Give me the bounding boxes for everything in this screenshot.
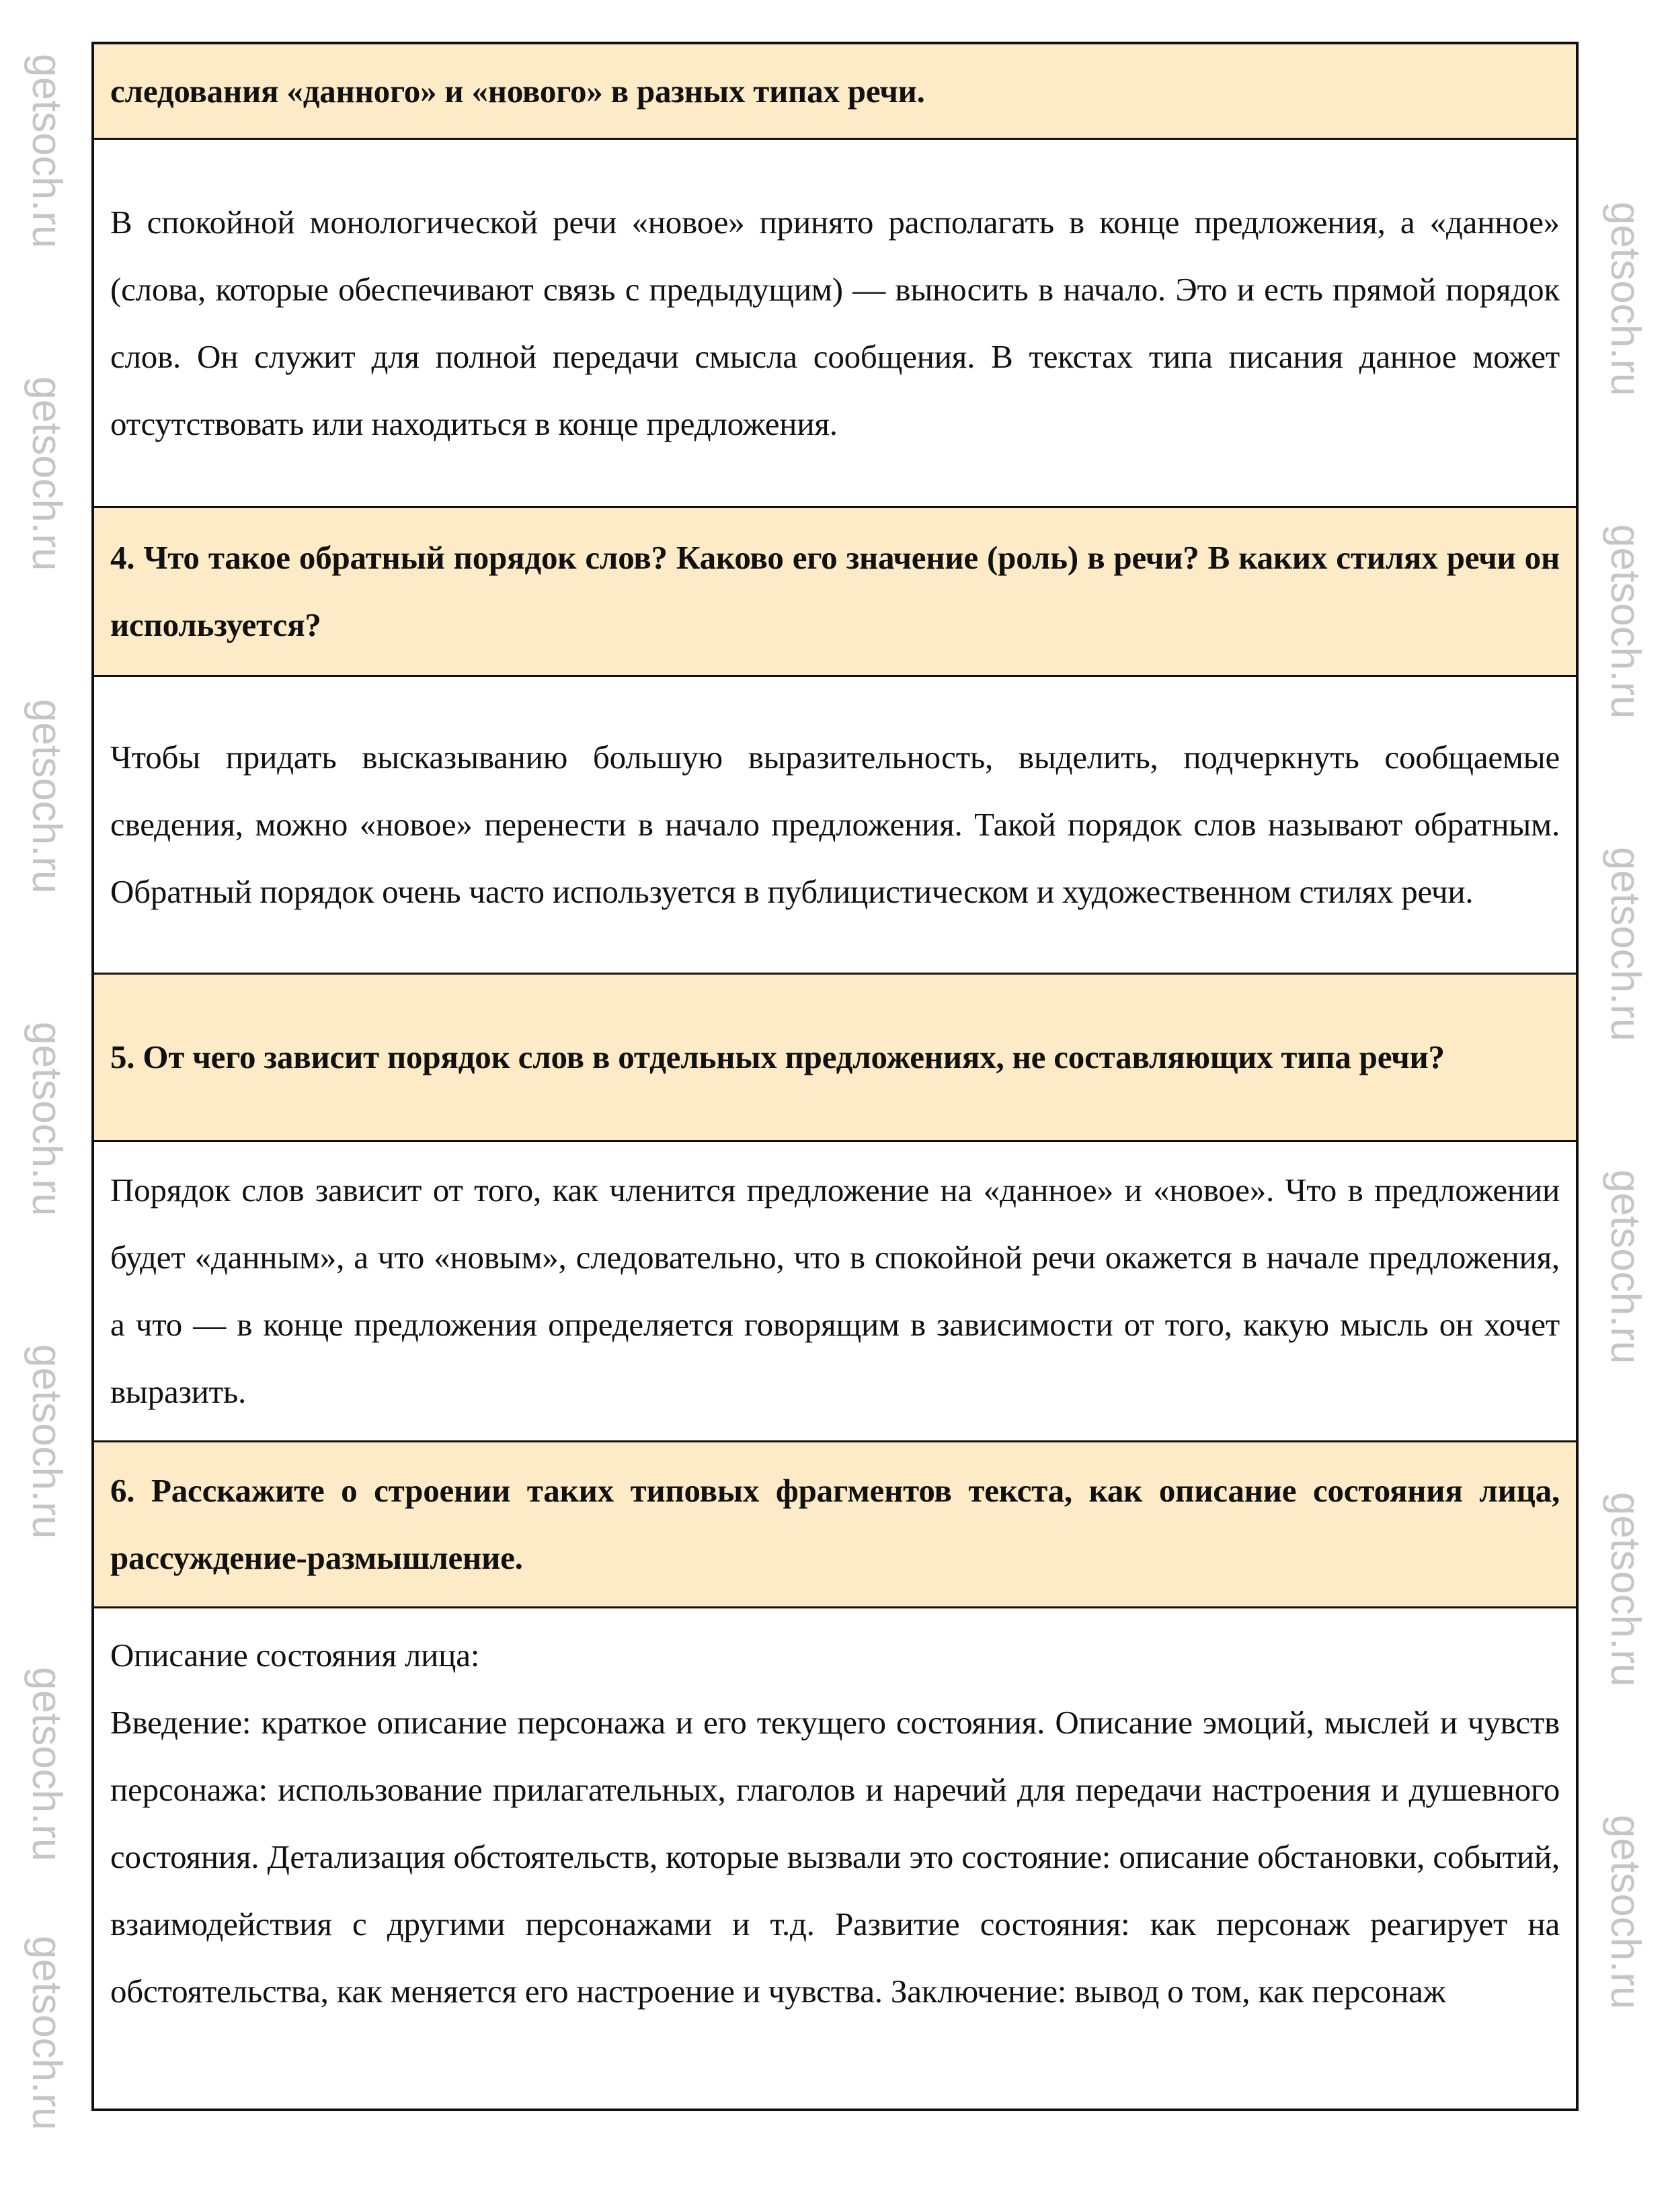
watermark: getsoch.ru (24, 699, 70, 894)
watermark: getsoch.ru (24, 1344, 70, 1539)
watermark: getsoch.ru (1602, 847, 1648, 1042)
question-text: 6. Расскажите о строении таких типовых фрагментов текста, как описание состояния лица, рассуждение-размышление. (110, 1472, 1560, 1576)
answer-text: Чтобы придать высказыванию большую выразительность, выделить, подчеркнуть сообщаемые сведения, можно «новое» перенести в начало предложения. Такой порядок слов называют обратным. Обратный порядок очень часто используется в публицистическом и художественном стилях речи. (110, 739, 1560, 910)
answer-row (94, 1608, 1576, 2108)
answer-text: В спокойной монологической речи «новое» принято располагать в конце предложения, а «данное» (слова, которые обеспечивают связь с предыдущим) — выносить в начало. Это и есть прямой порядок слов. Он служит для полной передачи смысла сообщения. В текстах типа писания данное может отсутствовать или находиться в конце предложения. (110, 203, 1560, 442)
answer-row (94, 1142, 1576, 1442)
watermark: getsoch.ru (1602, 524, 1648, 719)
question-text: 5. От чего зависит порядок слов в отдельных предложениях, не составляющих типа речи? (110, 1038, 1445, 1075)
question-row (94, 44, 1576, 140)
answer-row (94, 140, 1576, 508)
answer-row (94, 677, 1576, 975)
question-row (94, 508, 1576, 677)
watermark: getsoch.ru (24, 1936, 70, 2131)
answer-text: Порядок слов зависит от того, как членится предложение на «данное» и «новое». Что в предложении будет «данным», а что «новым», следовательно, что в спокойной речи окажется в начале предложения, а что — в конце предложения определяется говорящим в зависимости от того, какую мысль он хочет выразить. (110, 1172, 1560, 1410)
answer-text: Введение: краткое описание персонажа и его текущего состояния. Описание эмоций, мыслей и чувств персонажа: использование прилагательных, глаголов и наречий для передачи настроения и душевного состояния. Детализация обстоятельств, которые вызвали это состояние: описание обстановки, событий, взаимодействия с другими персонажами и т.д. Развитие состояния: как персонаж реагирует на обстоятельства, как меняется его настроение и чувства. Заключение: вывод о том, как персонаж (110, 1704, 1560, 2010)
watermark: getsoch.ru (1602, 1492, 1648, 1687)
question-row (94, 1442, 1576, 1608)
answer-subheading: Описание состояния лица: (110, 1637, 480, 1674)
qa-table (91, 42, 1579, 2111)
question-text: следования «данного» и «нового» в разных типах речи. (110, 72, 925, 110)
question-text: 4. Что такое обратный порядок слов? Каково его значение (роль) в речи? В каких стилях речи он используется? (110, 539, 1560, 643)
watermark: getsoch.ru (24, 1022, 70, 1217)
watermark: getsoch.ru (24, 376, 70, 571)
watermark: getsoch.ru (24, 54, 70, 249)
watermark: getsoch.ru (1602, 202, 1648, 397)
watermark: getsoch.ru (24, 1667, 70, 1862)
watermark: getsoch.ru (1602, 1170, 1648, 1364)
watermark: getsoch.ru (1602, 1815, 1648, 2010)
question-row (94, 975, 1576, 1142)
